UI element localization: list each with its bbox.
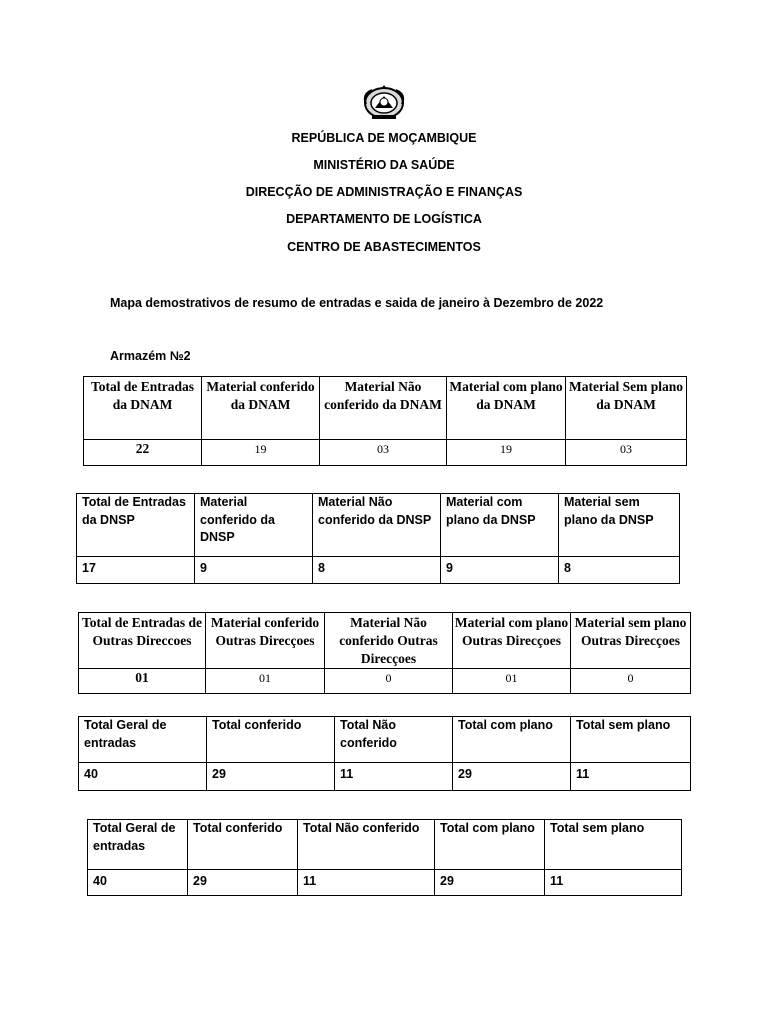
value-cell: 11 — [571, 763, 691, 791]
table-header-row — [77, 494, 680, 557]
value-cell: 40 — [88, 870, 188, 896]
header-cell: Material sem plano da DNSP — [559, 494, 680, 557]
value-cell: 0 — [571, 669, 691, 694]
header-cell: Material conferido da DNSP — [195, 494, 313, 557]
value-cell: 17 — [77, 557, 195, 584]
value-cell: 11 — [298, 870, 435, 896]
table-row — [84, 440, 687, 466]
table-row — [79, 763, 691, 791]
value-cell: 29 — [453, 763, 571, 791]
value-cell: 01 — [453, 669, 571, 694]
header-cell: Total com plano — [453, 717, 571, 763]
header-cell: Material Não conferido Outras Direcçoes — [325, 613, 453, 669]
value-cell: 11 — [335, 763, 453, 791]
value-cell: 19 — [447, 440, 566, 466]
header-cell: Material conferido da DNAM — [202, 377, 320, 440]
value-cell: 9 — [195, 557, 313, 584]
table-dnsp — [76, 493, 680, 584]
value-cell: 11 — [545, 870, 682, 896]
value-cell: 8 — [559, 557, 680, 584]
value-cell: 8 — [313, 557, 441, 584]
header-cell: Material com plano da DNSP — [441, 494, 559, 557]
header-cell: Total conferido — [207, 717, 335, 763]
header-cell: Total Geral de entradas — [88, 820, 188, 870]
header-cell: Total com plano — [435, 820, 545, 870]
value-cell: 22 — [84, 440, 202, 466]
header-cell: Material com plano da DNAM — [447, 377, 566, 440]
warehouse-label: Armazém №2 — [110, 349, 191, 363]
republic-emblem-icon — [358, 84, 410, 120]
header-cell: Material conferido Outras Direcçoes — [206, 613, 325, 669]
header-cell: Total de Entradas de Outras Direccoes — [79, 613, 206, 669]
header-department: DEPARTAMENTO DE LOGÍSTICA — [286, 212, 482, 226]
header-center: CENTRO DE ABASTECIMENTOS — [287, 240, 481, 254]
header-cell: Material Não conferido da DNSP — [313, 494, 441, 557]
header-cell: Material sem plano Outras Direcçoes — [571, 613, 691, 669]
value-cell: 40 — [79, 763, 207, 791]
header-cell: Total Não conferido — [298, 820, 435, 870]
document-subtitle: Mapa demostrativos de resumo de entradas e saida de janeiro à Dezembro de 2022 — [110, 296, 604, 310]
table-dnam — [83, 376, 687, 466]
header-cell: Material com plano Outras Direcçoes — [453, 613, 571, 669]
header-ministry: MINISTÉRIO DA SAÚDE — [313, 158, 455, 172]
value-cell: 19 — [202, 440, 320, 466]
value-cell: 9 — [441, 557, 559, 584]
table-header-row — [79, 613, 691, 669]
table-outras-direccoes — [78, 612, 691, 694]
table-header-row — [79, 717, 691, 763]
header-cell: Total conferido — [188, 820, 298, 870]
value-cell: 29 — [207, 763, 335, 791]
table-row — [77, 557, 680, 584]
table-totals-repeat — [87, 819, 682, 896]
value-cell: 29 — [188, 870, 298, 896]
table-header-row — [84, 377, 687, 440]
value-cell: 03 — [320, 440, 447, 466]
value-cell: 03 — [566, 440, 687, 466]
header-republic: REPÚBLICA DE MOÇAMBIQUE — [291, 131, 477, 145]
header-cell: Material Sem plano da DNAM — [566, 377, 687, 440]
header-cell: Total de Entradas da DNAM — [84, 377, 202, 440]
header-directorate: DIRECÇÃO DE ADMINISTRAÇÃO E FINANÇAS — [245, 185, 523, 199]
table-totals — [78, 716, 691, 791]
header-cell: Material Não conferido da DNAM — [320, 377, 447, 440]
value-cell: 01 — [79, 669, 206, 694]
header-cell: Total sem plano — [571, 717, 691, 763]
table-header-row — [88, 820, 682, 870]
header-cell: Total de Entradas da DNSP — [77, 494, 195, 557]
table-row — [79, 669, 691, 694]
header-cell: Total sem plano — [545, 820, 682, 870]
header-cell: Total Geral de entradas — [79, 717, 207, 763]
value-cell: 29 — [435, 870, 545, 896]
value-cell: 0 — [325, 669, 453, 694]
table-row — [88, 870, 682, 896]
header-cell: Total Não conferido — [335, 717, 453, 763]
value-cell: 01 — [206, 669, 325, 694]
